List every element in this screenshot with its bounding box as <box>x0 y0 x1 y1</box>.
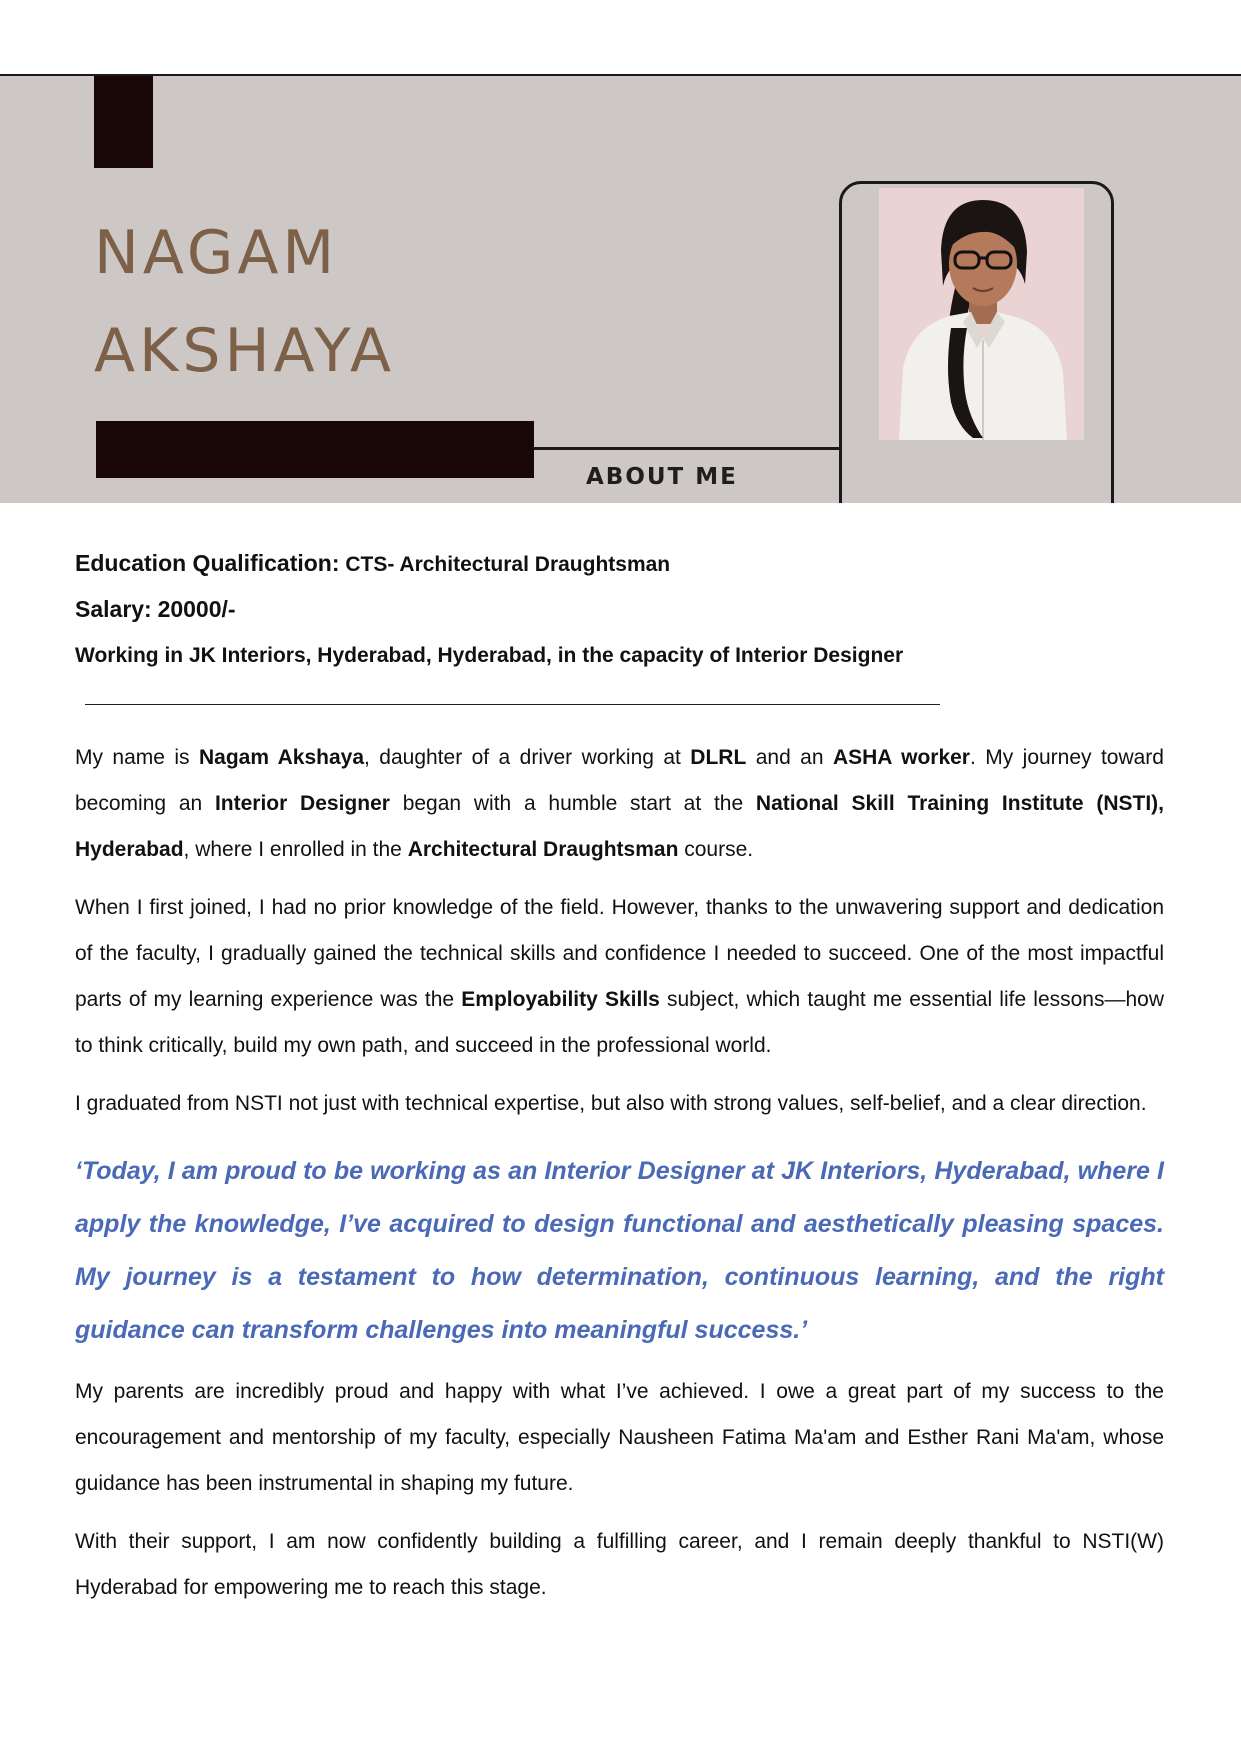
text-run: course. <box>678 838 754 861</box>
bold-employability: Employability Skills <box>461 988 660 1011</box>
name-first: NAGAM <box>94 218 339 288</box>
header-banner <box>0 76 1241 503</box>
section-divider <box>85 704 940 705</box>
salary-label: Salary: <box>75 596 152 622</box>
paragraph-learning <box>75 885 1164 1069</box>
highlight-quote: ‘Today, I am proud to be working as an Interior Designer at JK Interiors, Hyderabad, where I apply the knowledge, I’ve acquired to design functional and aesthetically pleasing spaces. My journey is a testament to how determination, continuous learning, and the right guidance can transform challenges into meaningful success.’ <box>75 1157 1164 1344</box>
salary-line <box>75 587 1164 633</box>
text-run: and an <box>746 746 833 769</box>
bold-dlrl: DLRL <box>690 746 747 769</box>
bold-nsti: National Skill Training Institute (NSTI), Hyderabad <box>75 792 1165 861</box>
person-name <box>94 204 395 400</box>
paragraph-intro <box>75 735 1164 873</box>
education-label: Education Qualification: <box>75 550 340 576</box>
text-run: . My journey toward becoming an <box>75 746 1164 815</box>
portrait-photo <box>879 188 1084 440</box>
frame-base-line <box>534 447 840 450</box>
text-run: began with a humble start at the <box>389 792 756 815</box>
text-run: , daughter of a driver working at <box>364 746 691 769</box>
text-run: When I first joined, I had no prior knowledge of the field. However, thanks to the unwavering support and dedication of the faculty, I gradually gained the technical skills and confidence I needed to succeed. One of the most impactful parts of my learning experience was the <box>75 896 1164 1011</box>
paragraph-parents: My parents are incredibly proud and happy with what I’ve achieved. I owe a great part of my success to the encouragement and mentorship of my faculty, especially Nausheen Fatima Ma'am and Esther Rani Ma'am, whose guidance has been instrumental in shaping my future. <box>75 1380 1164 1495</box>
text-run: subject, which taught me essential life lessons—how to think critically, build my own path, and succeed in the professional world. <box>75 988 1165 1057</box>
working-text: Working in JK Interiors, Hyderabad, Hyderabad, in the capacity of Interior Designer <box>75 644 904 667</box>
section-title-about: ABOUT ME <box>586 464 738 490</box>
portrait-illustration <box>879 188 1084 440</box>
education-line <box>75 541 1164 587</box>
bold-name: Nagam Akshaya <box>198 746 365 769</box>
paragraph-closing: With their support, I am now confidently building a fulfilling career, and I remain deeply thankful to NSTI(W) Hyderabad for empowering me to reach this stage. <box>75 1530 1164 1599</box>
bold-asha: ASHA worker <box>832 746 970 769</box>
main-content <box>75 541 1164 1611</box>
name-last: AKSHAYA <box>94 316 396 386</box>
education-value: CTS- Architectural Draughtsman <box>345 553 671 576</box>
bold-interior-designer: Interior Designer <box>214 792 390 815</box>
decorative-bar-top <box>94 76 153 168</box>
salary-value: 20000/- <box>157 596 236 622</box>
text-run: , where I enrolled in the <box>183 838 408 861</box>
paragraph-graduation: I graduated from NSTI not just with technical expertise, but also with strong values, self-belief, and a clear direction. <box>75 1092 1147 1115</box>
decorative-bar-bottom <box>96 421 534 478</box>
bold-course: Architectural Draughtsman <box>407 838 679 861</box>
working-line <box>75 633 1164 678</box>
text-run: My name is <box>75 746 199 769</box>
